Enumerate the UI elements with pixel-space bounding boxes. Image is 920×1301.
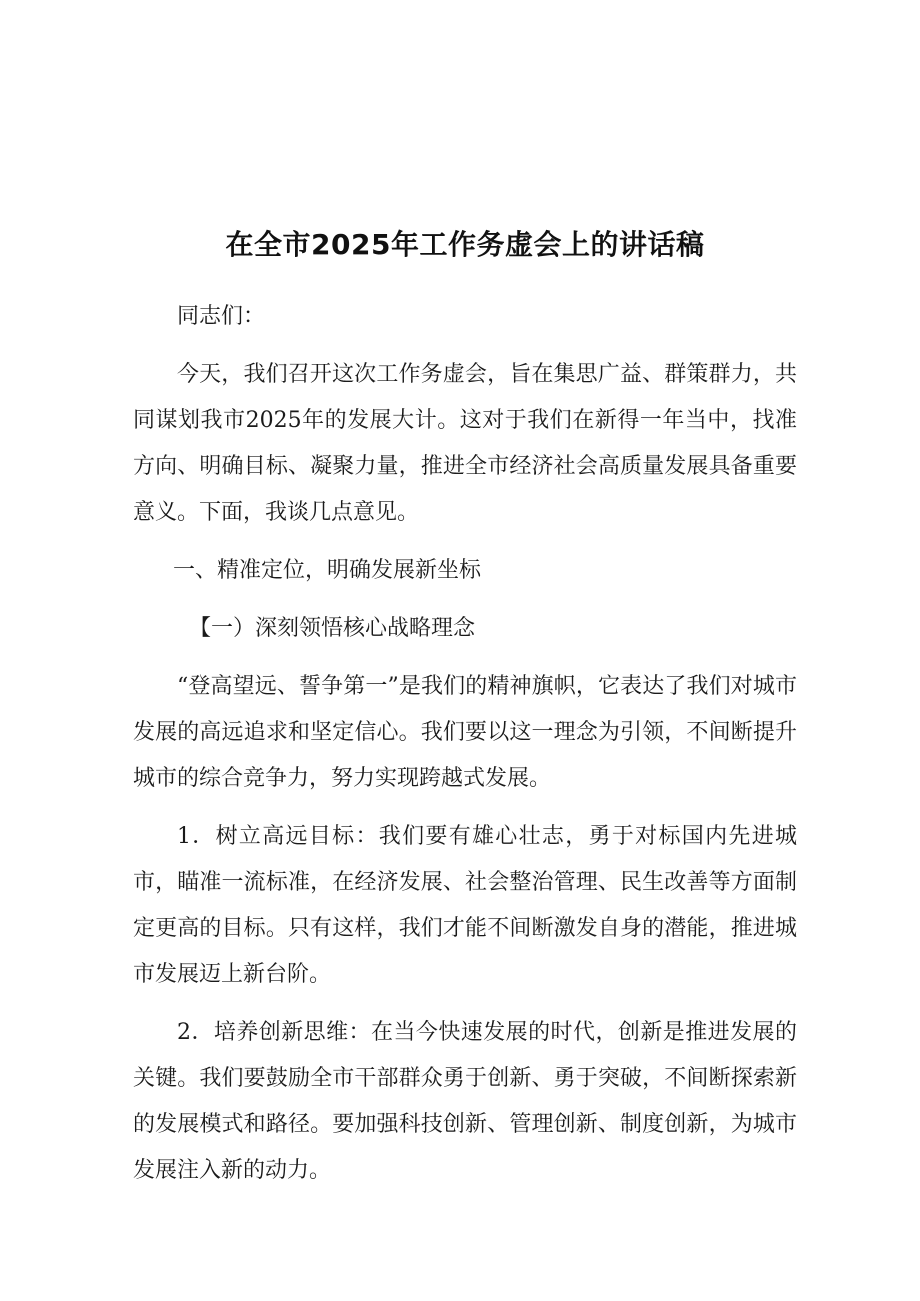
intro-paragraph: 今天，我们召开这次工作务虚会，旨在集思广益、群策群力，共同谋划我市2025年的发展大计。这对于我们在新得一年当中，找准方向、明确目标、凝聚力量，推进全市经济社会高质量发展具备重要意义。下面，我谈几点意见。 <box>133 362 797 525</box>
concept-paragraph: “登高望远、誓争第一”是我们的精神旗帜，它表达了我们对城市发展的高远追求和坚定信心。我们要以这一理念为引领，不间断提升城市的综合竞争力，努力实现跨越式发展。 <box>133 674 797 791</box>
point-2-paragraph: 2．培养创新思维：在当今快速发展的时代，创新是推进发展的关键。我们要鼓励全市干部群众勇于创新、勇于突破，不间断探索新的发展模式和路径。要加强科技创新、管理创新、制度创新，为城市发展注入新的动力。 <box>133 1020 797 1183</box>
subsection-heading-1: 【一）深刻领悟核心战略理念 <box>189 616 476 641</box>
greeting: 同志们： <box>177 304 266 329</box>
point-1-paragraph: 1．树立高远目标：我们要有雄心壮志，勇于对标国内先进城市，瞄准一流标准，在经济发展、社会整治管理、民生改善等方面制定更高的目标。只有这样，我们才能不间断激发自身的潜能，推进城市发展迈上新台阶。 <box>133 824 797 987</box>
section-heading-1: 一、精准定位，明确发展新坐标 <box>173 558 482 583</box>
document-title: 在全市2025年工作务虚会上的讲话稿 <box>225 228 705 261</box>
document-page <box>133 222 797 1206</box>
